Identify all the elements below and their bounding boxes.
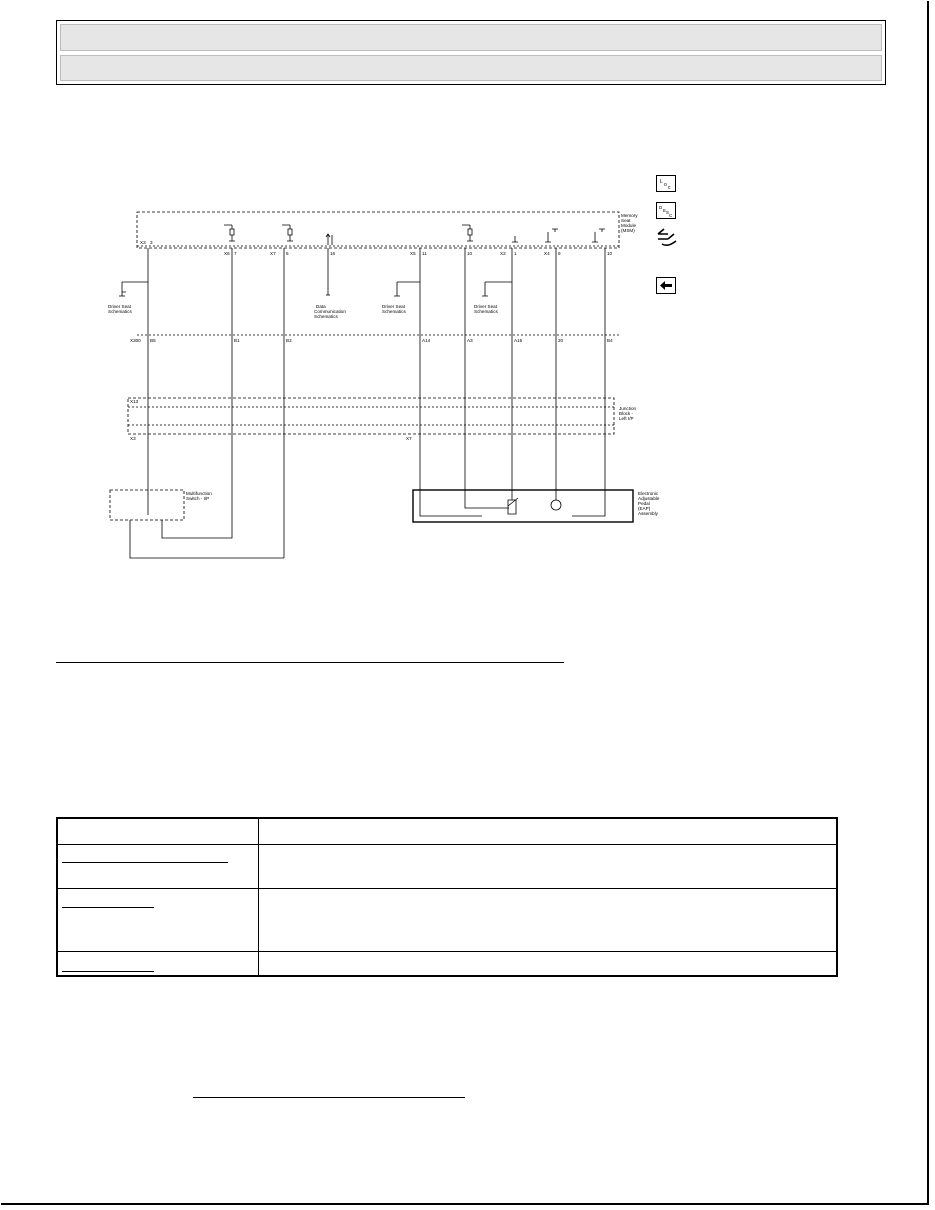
svg-text:20: 20 <box>558 338 564 343</box>
svg-text:(EAP): (EAP) <box>638 506 651 511</box>
table-cell <box>259 888 838 951</box>
connector-icon[interactable] <box>655 226 679 248</box>
svg-text:X6: X6 <box>224 251 230 256</box>
table-cell <box>259 845 838 889</box>
svg-text:B2: B2 <box>286 338 292 343</box>
svg-text:X300: X300 <box>130 338 141 343</box>
eap-assembly-box <box>413 490 633 522</box>
svg-text:A15: A15 <box>514 338 523 343</box>
wiring-schematic <box>100 170 700 600</box>
desc-icon[interactable] <box>656 202 676 219</box>
svg-text:Memory: Memory <box>621 213 638 218</box>
table-cell <box>57 888 259 951</box>
svg-text:Pedal: Pedal <box>638 501 650 506</box>
svg-text:7: 7 <box>234 251 237 256</box>
svg-text:Driver Seat: Driver Seat <box>108 304 131 309</box>
svg-text:X13: X13 <box>130 399 139 404</box>
svg-text:X2: X2 <box>500 251 506 256</box>
section-heading-underline <box>56 662 564 663</box>
svg-text:Junction: Junction <box>619 406 637 411</box>
svg-text:Driver Seat: Driver Seat <box>382 304 405 309</box>
info-table <box>56 817 838 977</box>
svg-text:E: E <box>663 208 667 213</box>
svg-text:Block -: Block - <box>619 411 634 416</box>
table-header-cell <box>57 818 259 845</box>
svg-text:Data: Data <box>316 304 326 309</box>
cell-link-underline[interactable] <box>62 971 154 972</box>
svg-text:10: 10 <box>607 251 613 256</box>
table-row <box>57 952 837 976</box>
svg-text:o: o <box>664 182 667 188</box>
footer-link-underline[interactable] <box>193 1097 465 1098</box>
table-cell <box>57 845 259 889</box>
cell-link-underline[interactable] <box>62 862 228 863</box>
svg-text:X3: X3 <box>140 240 146 245</box>
table-row <box>57 845 837 889</box>
svg-text:Multifunction: Multifunction <box>186 491 212 496</box>
svg-text:A3: A3 <box>467 338 473 343</box>
module-box <box>137 212 619 248</box>
svg-text:B4: B4 <box>607 338 613 343</box>
svg-text:Driver Seat: Driver Seat <box>474 304 497 309</box>
table-cell <box>57 952 259 976</box>
svg-text:S: S <box>666 210 670 215</box>
svg-text:Module: Module <box>621 223 637 228</box>
back-arrow-icon[interactable] <box>656 277 676 294</box>
header-title-bar <box>60 24 882 51</box>
svg-text:16: 16 <box>330 251 336 256</box>
svg-text:10: 10 <box>467 251 473 256</box>
schematic-drawing <box>100 170 700 600</box>
table-header-cell <box>259 818 838 845</box>
svg-text:Schematics: Schematics <box>314 314 338 319</box>
svg-text:A14: A14 <box>422 338 431 343</box>
svg-text:3: 3 <box>150 240 153 245</box>
svg-text:Left I/P: Left I/P <box>619 416 634 421</box>
svg-text:11: 11 <box>422 251 427 256</box>
multifunction-switch-box <box>110 490 184 520</box>
schematic-small-labels <box>108 213 660 516</box>
svg-text:5: 5 <box>286 251 289 256</box>
svg-text:Assembly: Assembly <box>638 511 658 516</box>
page-header <box>56 20 886 85</box>
svg-text:Electronic: Electronic <box>638 491 659 496</box>
svg-text:Communication: Communication <box>314 309 346 314</box>
svg-text:1: 1 <box>514 251 517 256</box>
svg-text:(MSM): (MSM) <box>621 228 635 233</box>
svg-text:C: C <box>669 213 673 218</box>
svg-text:B1: B1 <box>234 338 240 343</box>
table-cell <box>259 952 838 976</box>
svg-text:X7: X7 <box>270 251 276 256</box>
svg-text:9: 9 <box>558 251 561 256</box>
svg-text:Seat: Seat <box>621 218 631 223</box>
svg-text:X3: X3 <box>130 436 136 441</box>
table-row <box>57 888 837 951</box>
table-row <box>57 818 837 845</box>
svg-text:X7: X7 <box>406 436 412 441</box>
svg-text:Switch - I/P: Switch - I/P <box>186 496 210 501</box>
svg-text:B5: B5 <box>150 338 156 343</box>
svg-text:Schematics: Schematics <box>474 309 498 314</box>
header-subtitle-bar <box>60 55 882 81</box>
svg-text:L: L <box>660 179 663 185</box>
svg-text:X5: X5 <box>410 251 416 256</box>
svg-text:Adjustable: Adjustable <box>638 496 660 501</box>
svg-text:D: D <box>659 205 663 210</box>
svg-text:Schematics: Schematics <box>108 309 132 314</box>
loc-icon[interactable] <box>656 175 676 192</box>
svg-text:Schematics: Schematics <box>382 309 406 314</box>
cell-link-underline[interactable] <box>62 907 154 908</box>
svg-text:X4: X4 <box>544 251 550 256</box>
junction-block-box <box>128 398 614 434</box>
svg-text:c: c <box>668 185 671 191</box>
